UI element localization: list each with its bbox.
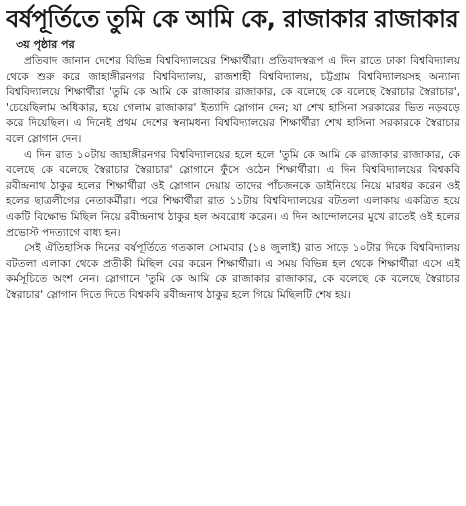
article-paragraph: এ দিন রাত ১০টায় জাহাঙ্গীরনগর বিশ্ববিদ্যালয়ের হলে হলে 'তুমি কে আমি কে রাজাকার রাজাকার, কে বলেছে কে বলেছে স্বৈরাচার স্বৈরাচার' স্লোগানে ফুঁসে ওঠেন শিক্ষার্থীরা। এ দিন বিশ্ববিদ্যালয়ের বিশ্বকবি রবীন্দ্রনাথ ঠাকুর হলের শিক্ষার্থীরা ওই স্লোগান দেয়ায় তাদের পাঁচজনকে ডাইনিংয়ে নিয়ে মারধর করেন ওই হলের ছাত্রলীগের নেতাকর্মীরা। পরে শিক্ষার্থীরা রাত ১১টায় বিশ্ববিদ্যালয়ের বটতলা এলাকায় একত্রিত হয়ে একটি বিক্ষোভ মিছিল নিয়ে রবীন্দ্রনাথ ঠাকুর হল অবরোধ করেন। এ দিন আন্দোলনের মুখে রাতেই ওই হলের প্রভোস্ট পদত্যাগে বাধ্য হন। — [6, 148, 460, 239]
article-paragraph: সেই ঐতিহাসিক দিনের বর্ষপূর্তিতে গতকাল সোমবার (১৪ জুলাই) রাত সাড়ে ১০টার দিকে বিশ্ববিদ্যালয় বটতলা এলাকা থেকে প্রতীকী মিছিল বের করেন শিক্ষার্থীরা। এ সময় বিভিন্ন হল থেকে শিক্ষার্থীরা এসে এই কর্মসূচিতে অংশ নেন। স্লোগানে 'তুমি কে আমি কে রাজাকার রাজাকার, কে বলেছে কে বলেছে স্বৈরাচার স্বৈরাচার' স্লোগান দিতে দিতে বিশ্বকবি রবীন্দ্রনাথ ঠাকুর হলে গিয়ে মিছিলটি শেষ হয়। — [6, 242, 460, 301]
article-headline: বর্ষপূর্তিতে তুমি কে আমি কে, রাজাকার রাজাকার — [6, 5, 459, 33]
continued-from-label: ৩য় পৃষ্ঠার পর — [16, 38, 75, 51]
article-paragraph: প্রতিবাদ জানান দেশের বিভিন্ন বিশ্ববিদ্যালয়ের শিক্ষার্থীরা। প্রতিবাদস্বরূপ এ দিন রাতে ঢাকা বিশ্ববিদ্যালয় থেকে শুরু করে জাহাঙ্গীরনগর বিশ্ববিদ্যালয়, রাজশাহী বিশ্ববিদ্যালয়, চট্টগ্রাম বিশ্ববিদ্যালয়সহ অন্যান্য বিশ্ববিদ্যালয়ে শিক্ষার্থীরা 'তুমি কে আমি কে রাজাকার রাজাকার, কে বলেছে কে বলেছে স্বৈরাচার স্বৈরাচার', 'চেয়েছিলাম অধিকার, হয়ে গেলাম রাজাকার' ইত্যাদি স্লোগান দেন; যা শেখ হাসিনা সরকারের ভিত নড়বড়ে করে দিয়েছিল। এ দিনেই প্রথম দেশের স্বনামধন্য বিশ্ববিদ্যালয়ের শিক্ষার্থীরা শেখ হাসিনা সরকারকে স্বৈরাচার বলে স্লোগান দেন। — [6, 55, 460, 145]
